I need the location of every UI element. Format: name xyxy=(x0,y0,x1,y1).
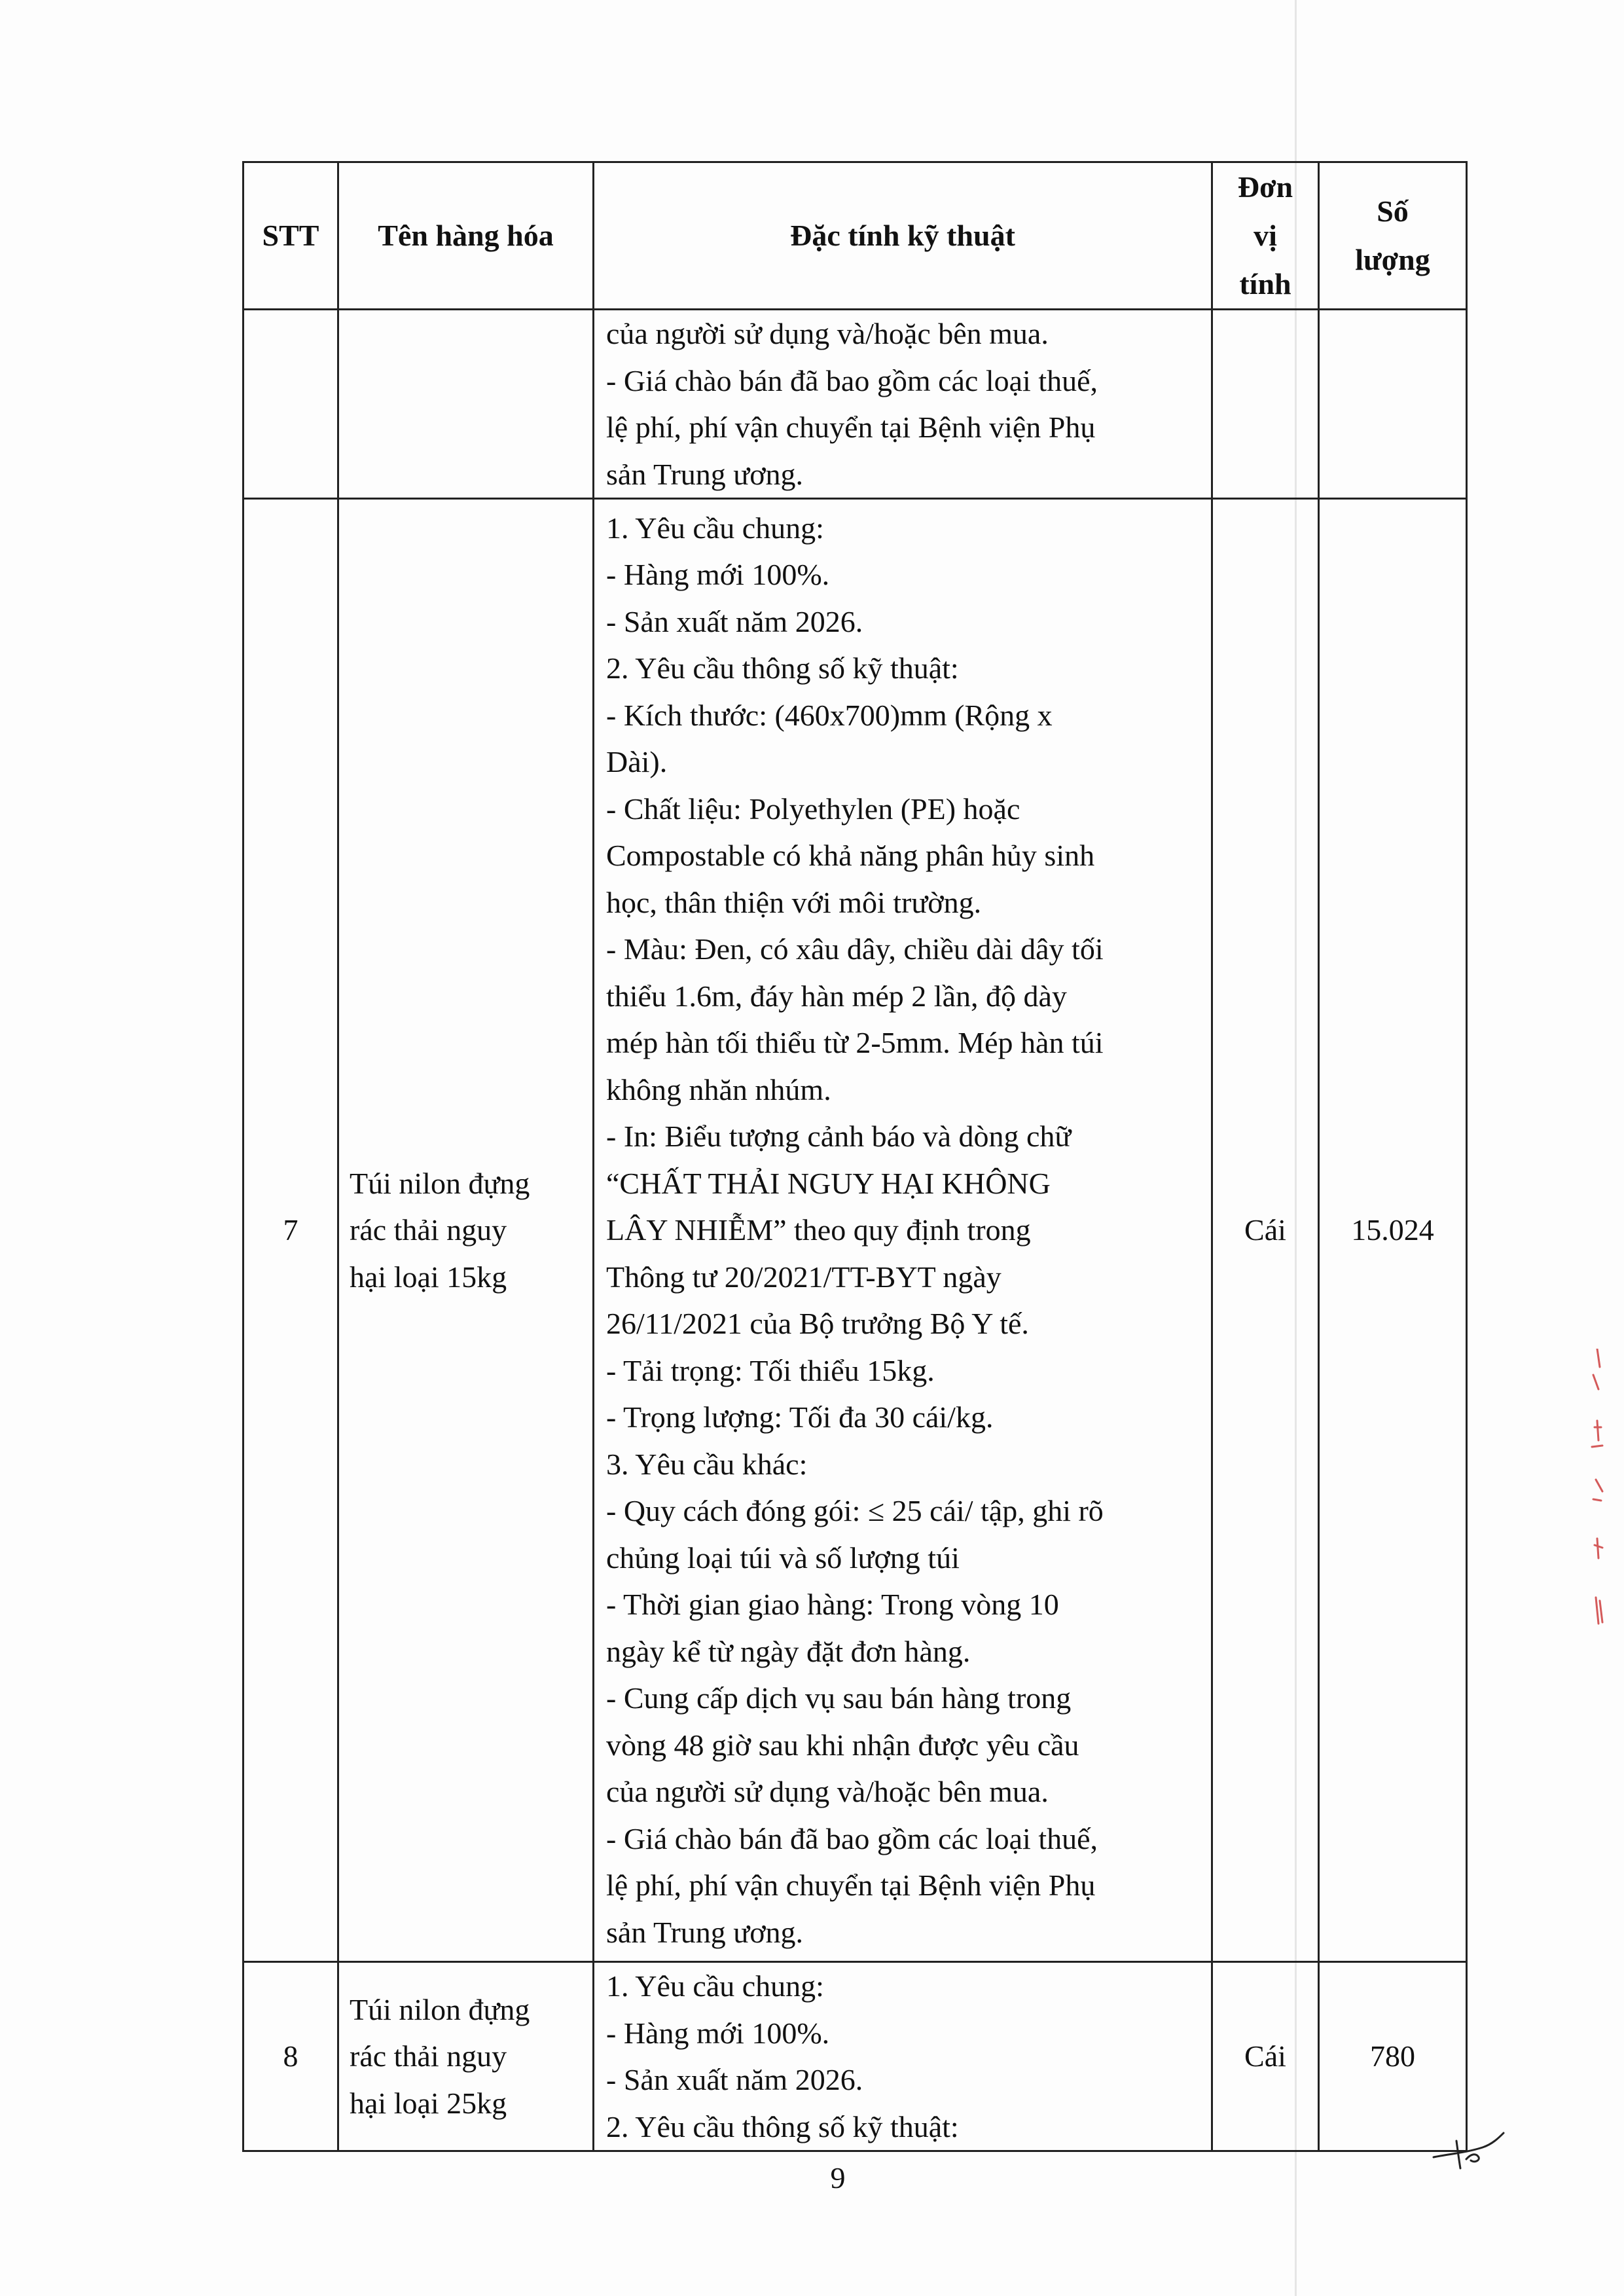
header-unit-line: vị xyxy=(1254,219,1277,252)
spec-line: lệ phí, phí vận chuyển tại Bệnh viện Phụ xyxy=(606,410,1096,444)
cell-spec xyxy=(594,1962,1212,2151)
spec-line: 26/11/2021 của Bộ trưởng Bộ Y tế. xyxy=(606,1307,1029,1341)
table-row xyxy=(244,310,1467,499)
table-header-row xyxy=(244,162,1467,310)
spec-table xyxy=(242,161,1468,2152)
spec-line: Thông tư 20/2021/TT-BYT ngày xyxy=(606,1260,1001,1294)
spec-line: - Thời gian giao hàng: Trong vòng 10 xyxy=(606,1588,1059,1622)
spec-line: - Hàng mới 100%. xyxy=(606,2016,830,2050)
item-name-line: rác thải nguy xyxy=(350,2039,507,2073)
cell-unit: Cái xyxy=(1212,1962,1319,2151)
item-name-line: hại loại 25kg xyxy=(350,2086,507,2120)
table-body xyxy=(244,310,1467,2151)
header-stt: STT xyxy=(244,162,338,310)
spec-line: mép hàn tối thiểu từ 2-5mm. Mép hàn túi xyxy=(606,1026,1104,1060)
header-unit xyxy=(1212,162,1319,310)
spec-line: - Sản xuất năm 2026. xyxy=(606,604,863,638)
cell-item-name xyxy=(338,310,594,499)
cell-unit xyxy=(1212,310,1319,499)
spec-line: Compostable có khả năng phân hủy sinh xyxy=(606,839,1095,873)
header-unit-line: tính xyxy=(1239,267,1291,301)
spec-line: 1. Yêu cầu chung: xyxy=(606,1969,824,2003)
item-name-line: Túi nilon đựng xyxy=(350,1992,530,2026)
cell-spec xyxy=(594,499,1212,1962)
table-row xyxy=(244,499,1467,1962)
spec-line: - Tải trọng: Tối thiểu 15kg. xyxy=(606,1353,935,1387)
cell-quantity: 780 xyxy=(1319,1962,1467,2151)
spec-line: sản Trung ương. xyxy=(606,1915,804,1949)
spec-line: - Sản xuất năm 2026. xyxy=(606,2063,863,2096)
spec-line: học, thân thiện với môi trường. xyxy=(606,885,982,919)
cell-quantity xyxy=(1319,310,1467,499)
header-qty xyxy=(1319,162,1467,310)
header-qty-line: lượng xyxy=(1355,243,1430,276)
spec-line: ngày kể từ ngày đặt đơn hàng. xyxy=(606,1634,971,1668)
spec-line: - In: Biểu tượng cảnh báo và dòng chữ xyxy=(606,1120,1072,1154)
item-name-line: hại loại 15kg xyxy=(350,1260,507,1294)
spec-line: - Trọng lượng: Tối đa 30 cái/kg. xyxy=(606,1400,994,1434)
cell-item-name xyxy=(338,1962,594,2151)
spec-line: LÂY NHIỄM” theo quy định trong xyxy=(606,1213,1031,1247)
spec-line: sản Trung ương. xyxy=(606,457,804,491)
spec-line: - Màu: Đen, có xâu dây, chiều dài dây tối xyxy=(606,932,1104,966)
cell-quantity: 15.024 xyxy=(1319,499,1467,1962)
spec-line: “CHẤT THẢI NGUY HẠI KHÔNG xyxy=(606,1166,1051,1200)
cell-spec xyxy=(594,310,1212,499)
stamp-edge-mark xyxy=(1584,1349,1610,1630)
header-name: Tên hàng hóa xyxy=(338,162,594,310)
table-row xyxy=(244,1962,1467,2151)
spec-line: 1. Yêu cầu chung: xyxy=(606,511,824,545)
header-unit-line: Đơn xyxy=(1237,170,1293,204)
spec-line: - Cung cấp dịch vụ sau bán hàng trong xyxy=(606,1681,1072,1715)
spec-line: - Hàng mới 100%. xyxy=(606,558,830,592)
spec-table-container xyxy=(242,161,1466,2152)
cell-stt xyxy=(244,310,338,499)
signature-mark xyxy=(1430,2128,1509,2174)
spec-line: - Kích thước: (460x700)mm (Rộng x xyxy=(606,698,1053,732)
spec-line: - Giá chào bán đã bao gồm các loại thuế, xyxy=(606,1821,1098,1855)
header-spec: Đặc tính kỹ thuật xyxy=(594,162,1212,310)
spec-line: - Chất liệu: Polyethylen (PE) hoặc xyxy=(606,792,1020,826)
header-qty-line: Số xyxy=(1377,194,1409,228)
spec-line: - Giá chào bán đã bao gồm các loại thuế, xyxy=(606,363,1098,397)
spec-line: 2. Yêu cầu thông số kỹ thuật: xyxy=(606,2109,959,2143)
item-name-line: rác thải nguy xyxy=(350,1213,507,1247)
cell-item-name xyxy=(338,499,594,1962)
spec-line: thiểu 1.6m, đáy hàn mép 2 lần, độ dày xyxy=(606,979,1067,1013)
spec-line: 2. Yêu cầu thông số kỹ thuật: xyxy=(606,651,959,685)
spec-line: của người sử dụng và/hoặc bên mua. xyxy=(606,1775,1049,1809)
spec-line: Dài). xyxy=(606,745,668,779)
item-name-line: Túi nilon đựng xyxy=(350,1166,530,1200)
spec-line: chủng loại túi và số lượng túi xyxy=(606,1540,960,1575)
spec-line: 3. Yêu cầu khác: xyxy=(606,1447,808,1481)
spec-line: của người sử dụng và/hoặc bên mua. xyxy=(606,317,1049,350)
spec-line: vòng 48 giờ sau khi nhận được yêu cầu xyxy=(606,1728,1079,1762)
spec-line: - Quy cách đóng gói: ≤ 25 cái/ tập, ghi rõ xyxy=(606,1494,1104,1528)
cell-stt: 7 xyxy=(244,499,338,1962)
page-number: 9 xyxy=(830,2161,846,2195)
cell-stt: 8 xyxy=(244,1962,338,2151)
spec-line: không nhăn nhúm. xyxy=(606,1072,831,1106)
spec-line: lệ phí, phí vận chuyển tại Bệnh viện Phụ xyxy=(606,1868,1096,1903)
cell-unit: Cái xyxy=(1212,499,1319,1962)
